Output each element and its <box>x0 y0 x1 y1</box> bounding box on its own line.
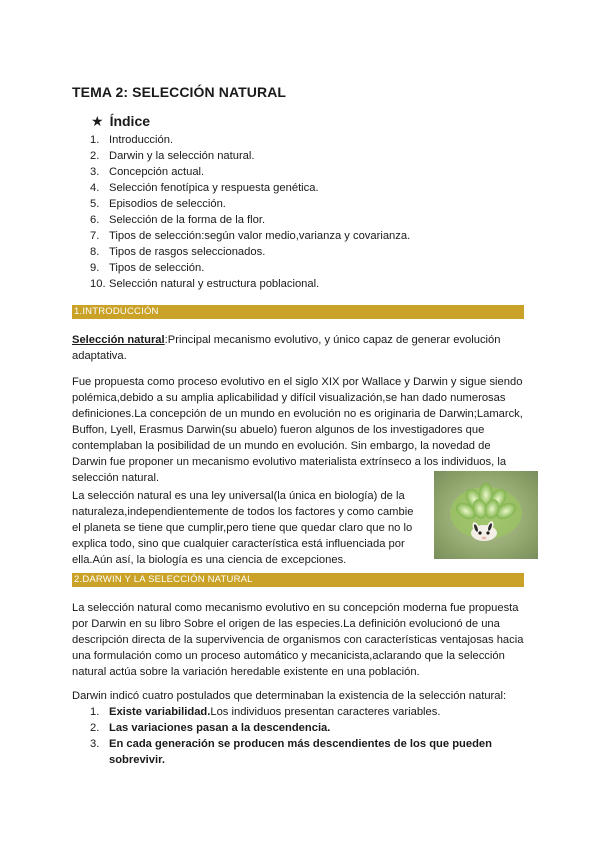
postulate-num: 1. <box>90 706 100 718</box>
toc-text: Tipos de selección:según valor medio,varianza y covarianza. <box>109 230 411 242</box>
postulate-rest: Los individuos presentan caracteres variables. <box>210 706 441 718</box>
postulate-num: 2. <box>90 722 100 734</box>
toc-num: 4. <box>90 182 100 194</box>
postulate-bold: Existe variabilidad. <box>109 706 211 718</box>
sea-slug-photo <box>434 471 538 559</box>
toc-item <box>90 228 410 244</box>
toc-item <box>90 148 410 164</box>
toc-text: Selección fenotípica y respuesta genética. <box>109 182 319 194</box>
postulates-list <box>90 704 510 768</box>
postulate-text <box>109 704 440 720</box>
star-icon: ★ <box>91 113 104 129</box>
list-item <box>90 704 510 720</box>
toc-num: 9. <box>90 262 100 274</box>
list-item <box>90 720 510 736</box>
index-heading-label: Índice <box>109 113 151 129</box>
toc-num: 3. <box>90 166 100 178</box>
toc-num: 2. <box>90 150 100 162</box>
postulate-num: 3. <box>90 738 100 750</box>
postulate-bold: En cada generación se producen más descendientes de los que pueden sobrevivir. <box>109 738 492 766</box>
list-item <box>90 736 510 768</box>
toc-item <box>90 244 410 260</box>
toc-text: Introducción. <box>109 134 174 146</box>
section-heading-darwin: 2.DARWIN Y LA SELECCIÓN NATURAL <box>72 573 524 587</box>
toc-num: 1. <box>90 134 100 146</box>
toc-text: Concepción actual. <box>109 166 205 178</box>
section-heading-introduccion: 1.INTRODUCCIÓN <box>72 305 524 319</box>
darwin-paragraph: La selección natural como mecanismo evolutivo en su concepción moderna fue propuesta por Darwin en su libro Sobre el origen de las especies.La definición evolucionó de una descripción directa de la supervivencia de organismos con características ventajosas hacia una formulación como un proceso automático y mecanicista,aclarando que la selección natural actúa sobre la variación heredable existente en una población. <box>72 602 524 678</box>
table-of-contents <box>90 132 410 292</box>
toc-item <box>90 212 410 228</box>
postulate-text <box>109 720 330 736</box>
toc-num: 7. <box>90 230 100 242</box>
toc-text: Selección de la forma de la flor. <box>109 214 266 226</box>
toc-item <box>90 180 410 196</box>
postulate-text <box>109 736 510 768</box>
definition-term: Selección natural <box>72 334 165 346</box>
toc-num: 10. <box>90 278 106 290</box>
toc-item <box>90 132 410 148</box>
toc-item <box>90 260 410 276</box>
toc-item <box>90 164 410 180</box>
toc-num: 8. <box>90 246 100 258</box>
index-heading <box>91 113 150 130</box>
toc-item <box>90 196 410 212</box>
page-title: TEMA 2: SELECCIÓN NATURAL <box>72 84 287 100</box>
toc-text: Selección natural y estructura poblacional. <box>109 278 320 290</box>
toc-item <box>90 276 410 292</box>
toc-text: Darwin y la selección natural. <box>109 150 255 162</box>
definition-paragraph <box>72 332 502 364</box>
toc-text: Episodios de selección. <box>109 198 226 210</box>
definition-text: :Principal mecanismo evolutivo, y único capaz de generar evolución adaptativa. <box>72 334 501 362</box>
postulate-bold: Las variaciones pasan a la descendencia. <box>109 722 331 734</box>
intro-paragraph: Fue propuesta como proceso evolutivo en el siglo XIX por Wallace y Darwin y sigue siendo polémica,debido a su amplia aplicabilidad y difícil visualización,se han dado numerosas definiciones.La concepción de un mundo en evolución no es originaria de Darwin;Lamarck, Buffon, Lyell, Erasmus Darwin(su abuelo) fueron algunos de los investigadores que contemplaban la posibilidad de un mundo en evolución. Sin embargo, la novedad de Darwin fue proponer un mecanismo evolutivo materialista extrínseco a los individuos, la selección natural. <box>72 376 523 484</box>
toc-text: Tipos de rasgos seleccionados. <box>109 246 266 258</box>
toc-text: Tipos de selección. <box>109 262 205 274</box>
postulates-intro: Darwin indicó cuatro postulados que determinaban la existencia de la selección natural: <box>72 690 507 702</box>
toc-num: 5. <box>90 198 100 210</box>
universal-law-paragraph: La selección natural es una ley universal(la única en biología) de la naturaleza,independientemente de todos los factores y como cambie el planeta se tiene que cumplir,pero tiene que quedar claro que no lo explica todo, sino que cualquier característica está influenciada por ella.Aún así, la biología es una ciencia de excepciones. <box>72 490 414 566</box>
toc-num: 6. <box>90 214 100 226</box>
